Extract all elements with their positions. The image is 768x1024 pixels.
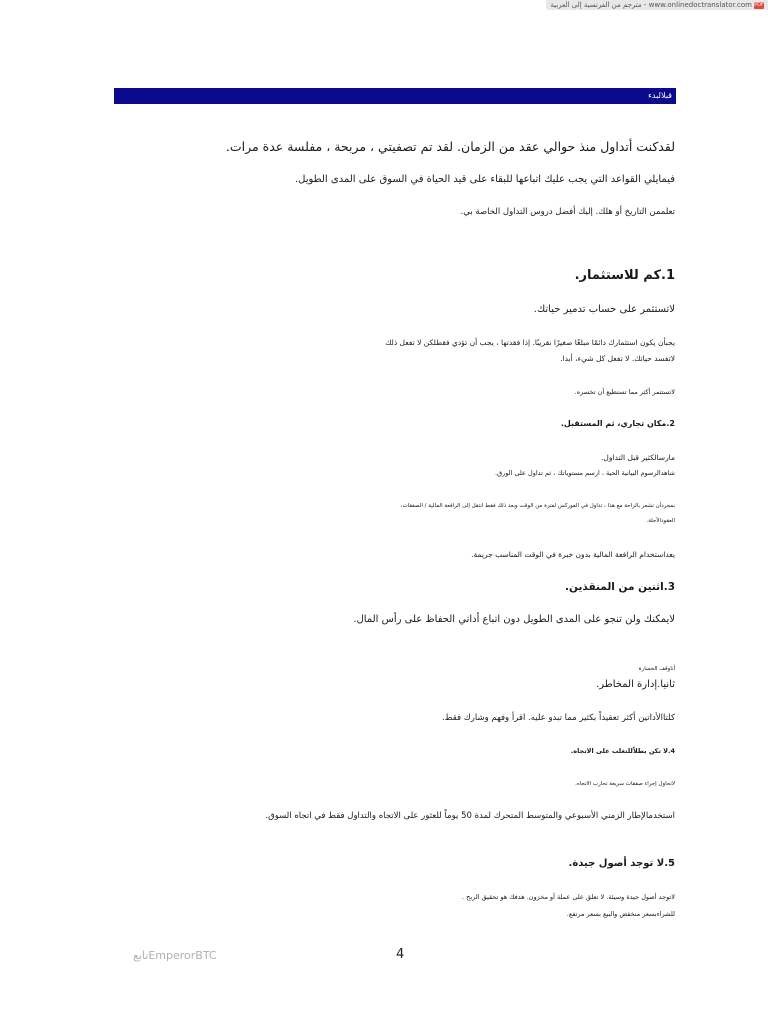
rule-2-line-d: العقودالآجلة. — [646, 518, 675, 524]
heading-2: 2.مكان تجاري، ثم المستقبل. — [560, 419, 675, 428]
rule-1-line-b: يجبأن يكون استثمارك دائمًا مبلغًا صغيرًا نقريبًا. إذا فقدتها ، يجب أن تؤدي فقطلكن لا تفعل ذلك — [385, 338, 675, 347]
section-header-band — [114, 88, 676, 104]
page-number: 4 — [396, 947, 405, 962]
rule-1-line-c: لاتفسد حياتك. لا تفعل كل شيء، أبدا. — [560, 354, 675, 363]
heading-1: 1.كم للاستثمار. — [574, 268, 675, 283]
intro-line-2: فيمايلي القواعد التي يجب عليك اتباعها للبقاء على قيد الحياة في السوق على المدى الطويل. — [294, 174, 675, 185]
translator-banner[interactable] — [546, 0, 768, 10]
rule-3-line-d: كلتاالأداتين أكثر تعقيداً بكثير مما تبدو عليه. اقرأ وفهم وشارك فقط. — [441, 713, 675, 723]
rule-2-line-a: مارسالكثير قبل التداول. — [601, 453, 675, 462]
pdf-icon: PDF — [754, 1, 764, 8]
rule-3-line-b: أناوقف الخسارة — [638, 666, 675, 672]
rule-4-line-a: لاتحاول إجراء صفقات سريعة تحارب الاتجاه. — [575, 781, 675, 787]
translator-banner-text: www.onlinedoctranslator.com - مترجم من الفرنسية إلى العربية — [550, 1, 752, 9]
intro-line-1: لقدكنت أتداول منذ حوالي عقد من الزمان. لقد تم تصفيتي ، مربحة ، مفلسة عدة مرات. — [225, 139, 675, 154]
intro-line-3: تعلممن التاريخ أو هلك. إليك أفضل دروس التداول الخاصة بي. — [460, 207, 675, 217]
heading-4: 4.لا تكن بطلاًللتغلب على الاتجاه. — [570, 747, 675, 755]
rule-1-line-a: لاتستثمر على حساب تدمير حياتك. — [533, 304, 675, 315]
footer-author: تابعEmperorBTC — [133, 949, 217, 962]
heading-3: 3.اثنين من المنقذين. — [565, 581, 675, 593]
heading-5: 5.لا توجد أصول جيدة. — [568, 858, 675, 869]
rule-1-line-d: لاتستثمر أكثر مما تستطيع أن تخسره. — [574, 388, 675, 396]
rule-5-line-a: لاتوجد أصول جيدة وسيئة. لا تعلق على عملة أو مخزون. هدفك هو تحقيق الربح . — [462, 893, 675, 901]
rule-2-line-b: شاهدالرسوم البيانية الحية ، ارسم مستوياتك ، ثم تداول على الورق. — [495, 469, 675, 477]
rule-2-line-c: بمجردأن تشعر بالراحة مع هذا ، تداول في الفوركس لفترة من الوقت وبعد ذلك فقط انتقل إلى الرافعة المالية / الصفقات، — [400, 503, 675, 509]
rule-3-line-c: ثانيا.إدارة المخاطر. — [596, 679, 675, 690]
rule-3-line-a: لايمكنك ولن تنجو على المدى الطويل دون اتباع أداتي الحفاظ على رأس المال. — [353, 614, 675, 625]
section-header-title: قبلالبدء — [648, 91, 672, 100]
rule-5-line-b: للشراءبسعر منخفض والبيع بسعر مرتفع. — [566, 910, 675, 918]
rule-4-line-b: استخدمالإطار الزمني الأسبوعي والمتوسط المتحرك لمدة 50 يوماً للعثور على الاتجاه والتداول فقط في اتجاه السوق. — [265, 811, 675, 821]
rule-2-line-e: يعداستخدام الرافعة المالية بدون خبرة في الوقت المناسب جريمة. — [471, 550, 675, 559]
